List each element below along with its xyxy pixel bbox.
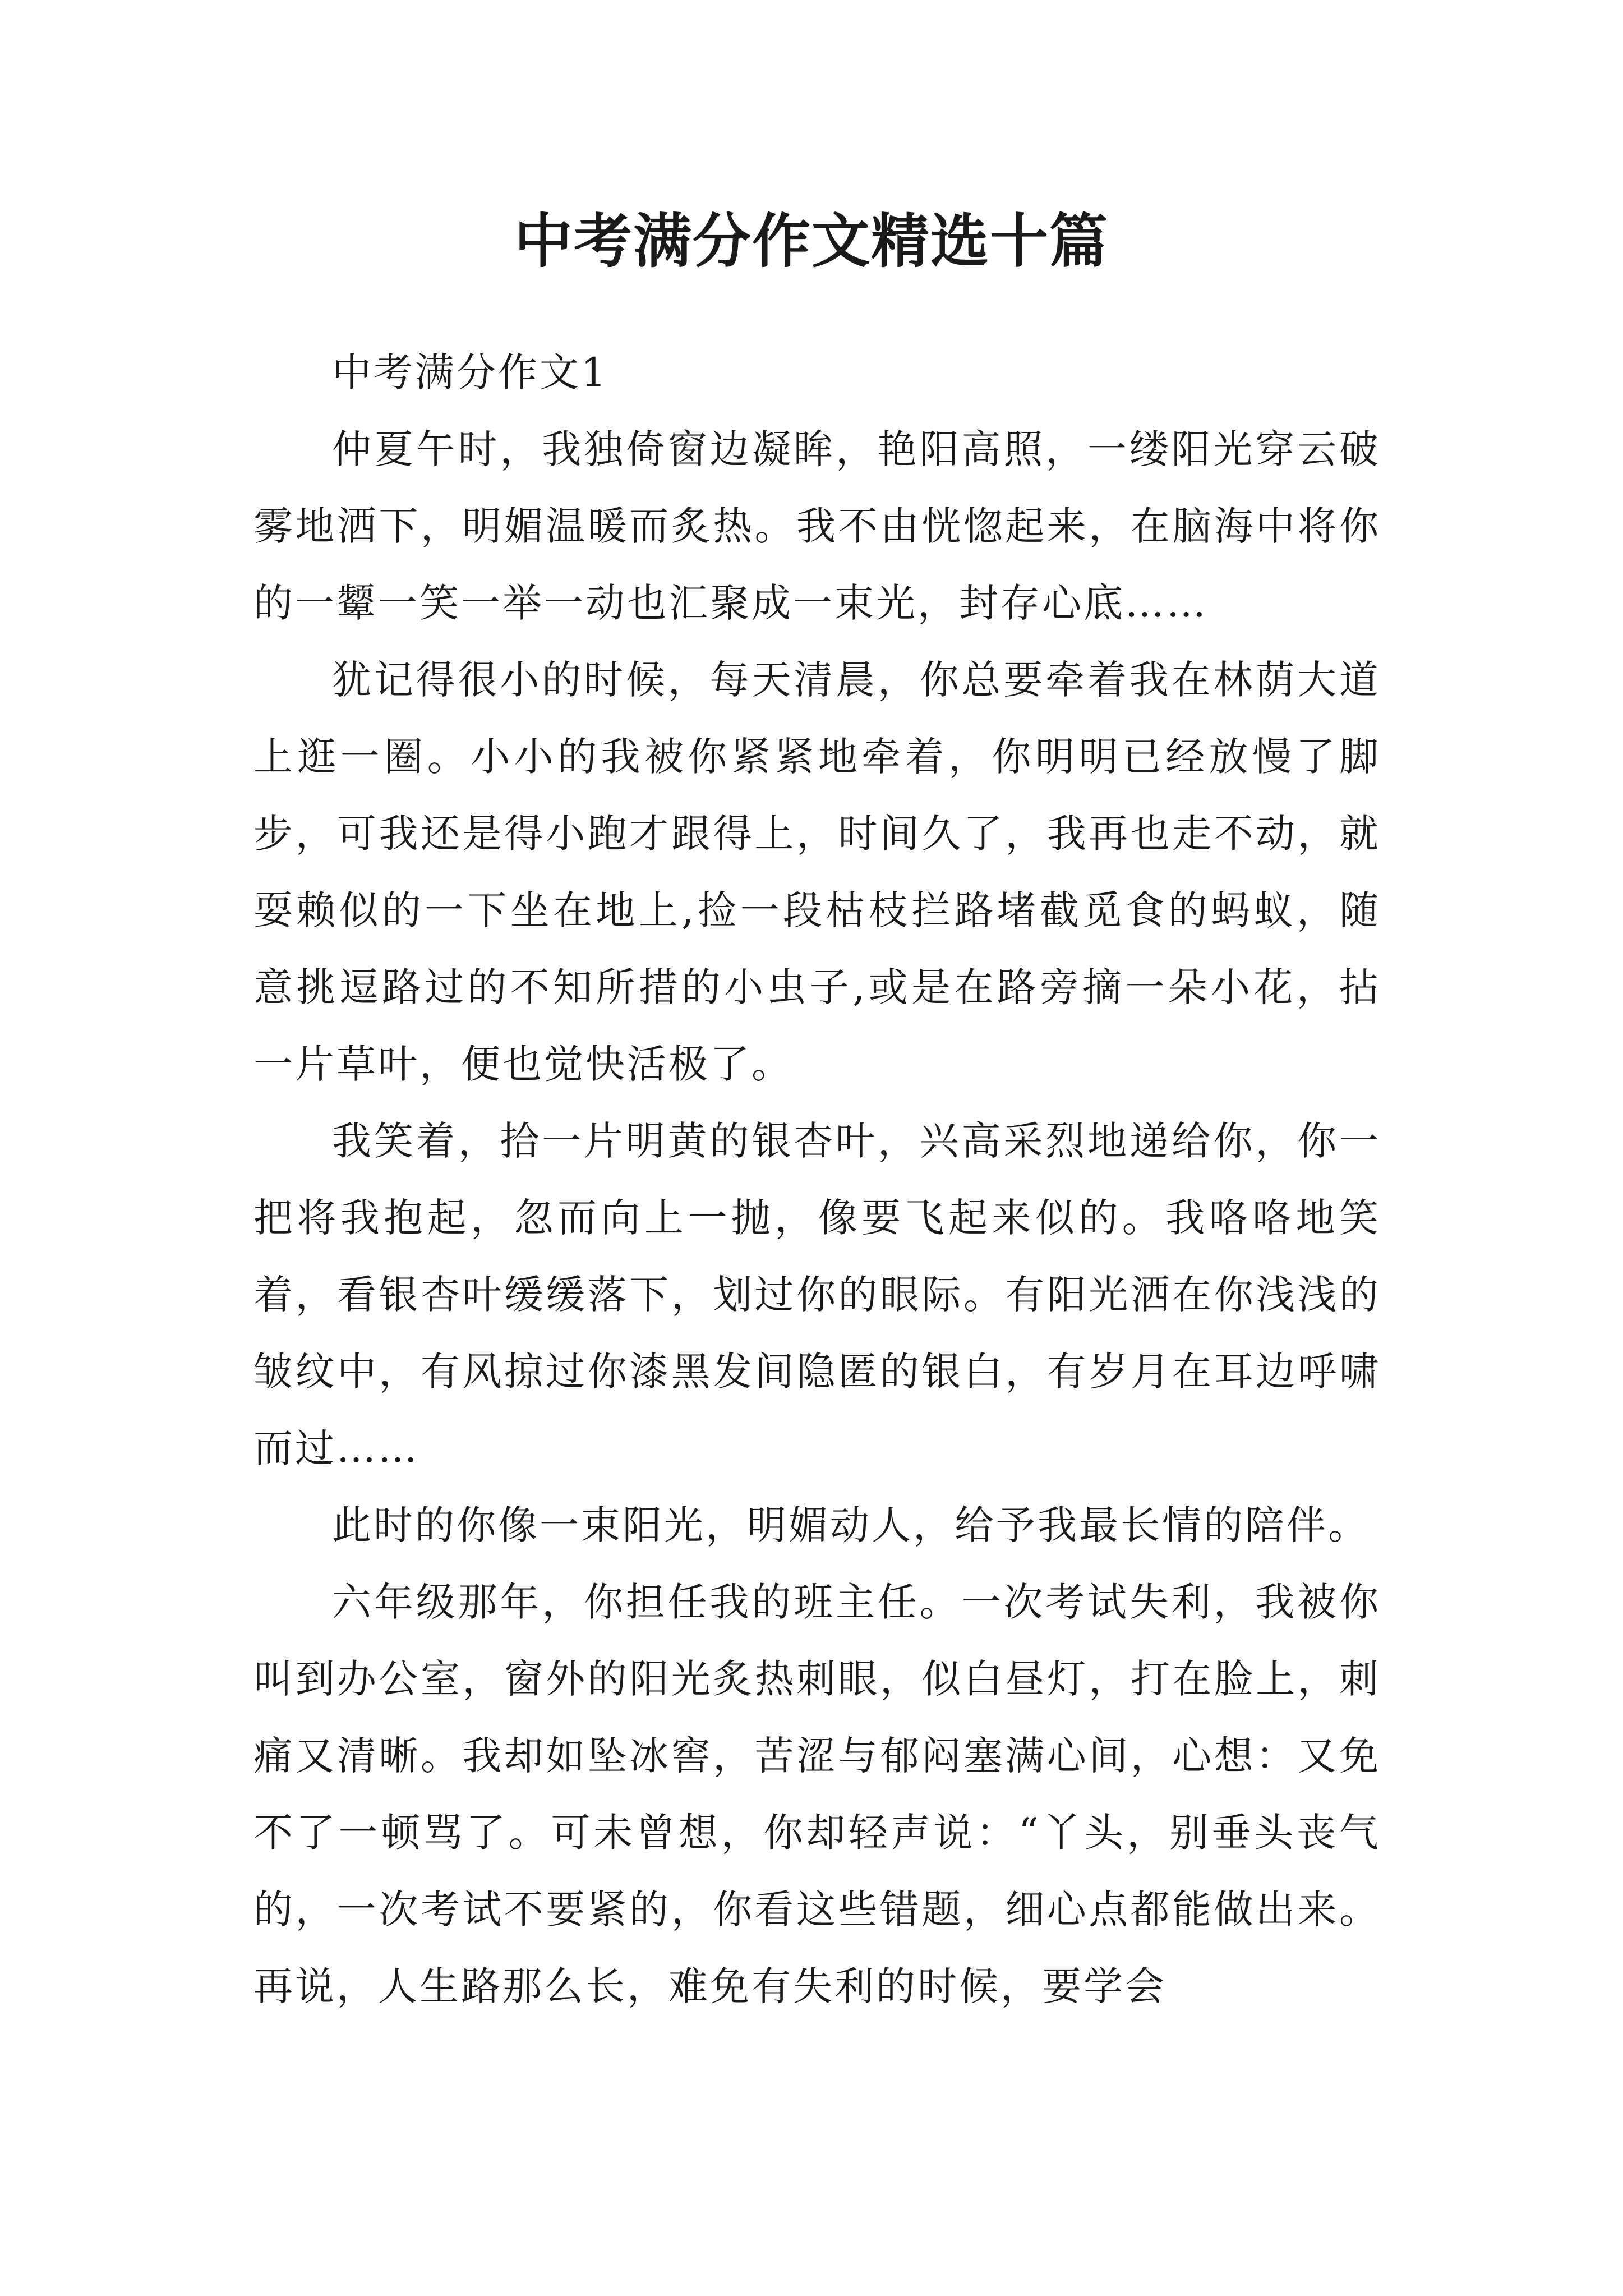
paragraph: 我笑着，拾一片明黄的银杏叶，兴高采烈地递给你，你一把将我抱起，忽而向上一抛，像要飞起来似的。我咯咯地笑着，看银杏叶缓缓落下，划过你的眼际。有阳光洒在你浅浅的皱纹中，有风掠过你漆黑发间隐匿的银白，有岁月在耳边呼啸而过…… — [253, 1118, 1381, 1471]
document-body — [253, 334, 1381, 2025]
paragraph: 六年级那年，你担任我的班主任。一次考试失利，我被你叫到办公室，窗外的阳光炙热刺眼，似白昼灯，打在脸上，刺痛又清晰。我却如坠冰窖，苦涩与郁闷塞满心间，心想：又免不了一顿骂了。可未曾想，你却轻声说：“丫头，别垂头丧气的，一次考试不要紧的，你看这些错题，细心点都能做出来。再说，人生路那么长，难免有失利的时候，要学会 — [253, 1579, 1381, 2009]
document-title: 中考满分作文精选十篇 — [514, 206, 1109, 275]
paragraph: 仲夏午时，我独倚窗边凝眸，艳阳高照，一缕阳光穿云破雾地洒下，明媚温暖而炙热。我不由恍惚起来，在脑海中将你的一颦一笑一举一动也汇聚成一束光，封存心底…… — [253, 426, 1381, 626]
paragraph: 此时的你像一束阳光，明媚动人，给予我最长情的陪伴。 — [332, 1502, 1370, 1548]
paragraph: 犹记得很小的时候，每天清晨，你总要牵着我在林荫大道上逛一圈。小小的我被你紧紧地牵着，你明明已经放慢了脚步，可我还是得小跑才跟得上，时间久了，我再也走不动，就耍赖似的一下坐在地上,捡一段枯枝拦路堵截觅食的蚂蚁，随意挑逗路过的不知所措的小虫子,或是在路旁摘一朵小花，拈一片草叶，便也觉快活极了。 — [253, 657, 1381, 1087]
section-heading: 中考满分作文1 — [332, 349, 608, 395]
